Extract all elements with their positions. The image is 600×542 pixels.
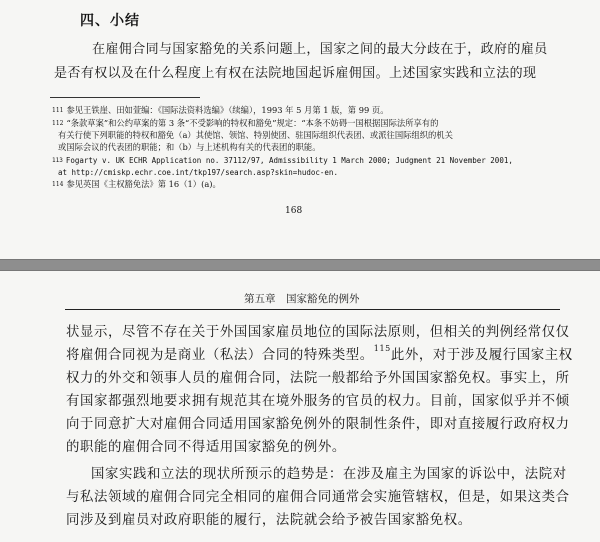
body-line: 状显示，尽管不存在关于外国国家雇员地位的国际法原则，但相关的判例经常仅仅 (66, 325, 570, 340)
footnote-112-cont: 有关行使下列职能的特权和豁免（a）其使馆、领馆、特别使团、驻国际组织代表团、或派往国际组织的机关 (58, 130, 453, 140)
body-line: 在雇佣合同与国家豁免的关系问题上，国家之间的最大分歧在于，政府的雇员 (92, 42, 548, 57)
footnote-112: $^{112}$ “条款草案”和公约草案的第 3 条“不受影响的特权和豁免”规定：“本条不妨碍一国根据国际法所享有的 (52, 118, 439, 128)
page-separator (0, 259, 600, 271)
footnote-114: $^{114}$ 参见英国《主权豁免法》第 16（1）(a)。 (52, 179, 221, 189)
chapter-header: 第五章 国家豁免的例外 (244, 293, 360, 305)
header-rule (65, 309, 560, 310)
top-page (0, 0, 600, 259)
body-line: 同涉及到雇员对政府职能的履行，法院就会给予被告国家豁免权。 (66, 513, 472, 528)
footnote-113-cont: at http://cmiskp.echr.coe.int/tkp197/search.asp?skin=hudoc-en. (58, 168, 338, 177)
footnote-111: $^{111}$ 参见王铁崖、田如萱编：《国际法资料选编》（续编），1993 年 5 月第 1 版，第 99 页。 (52, 105, 389, 115)
footnote-rule (50, 97, 200, 98)
body-line: 与私法领域的雇佣合同完全相同的雇佣合同通常会实施管辖权，但是，如果这类合 (66, 490, 570, 505)
footnote-112-cont: 或国际会议的代表团的职能；和（b）与上述机构有关的代表团的职能。 (58, 142, 321, 152)
bottom-page (0, 271, 600, 542)
body-line: 将雇佣合同视为是商业（私法）合同的特殊类型。$^{115}$此外，对于涉及履行国家主权 (66, 344, 573, 363)
page-number: 168 (285, 206, 303, 216)
body-line: 是否有权以及在什么程度上有权在法院地国起诉雇佣国。上述国家实践和立法的现 (54, 66, 537, 81)
body-line: 有国家都强烈地要求拥有规范其在境外服务的官员的权力。目前，国家似乎并不倾 (66, 394, 570, 409)
footnote-ref: 115 (373, 344, 391, 353)
body-line: 权力的外交和领事人员的雇佣合同，法院一般都给予外国国家豁免权。事实上，所 (66, 371, 570, 386)
body-line: 国家实践和立法的现状所预示的趋势是：在涉及雇主为国家的诉讼中，法院对 (91, 467, 567, 482)
footnote-113: $^{113}$ Fogarty v. UK ECHR Application no. 37112/97, Admissibility 1 March 2000; Judgment 21 November 2001, (52, 156, 513, 165)
section-heading: 四、小结 (80, 13, 140, 29)
body-line: 向于同意扩大对雇佣合同适用国家豁免例外的限制性条件，即对直接履行政府权力 (66, 417, 570, 432)
body-line: 的职能的雇佣合同不得适用国家豁免的例外。 (66, 440, 346, 455)
